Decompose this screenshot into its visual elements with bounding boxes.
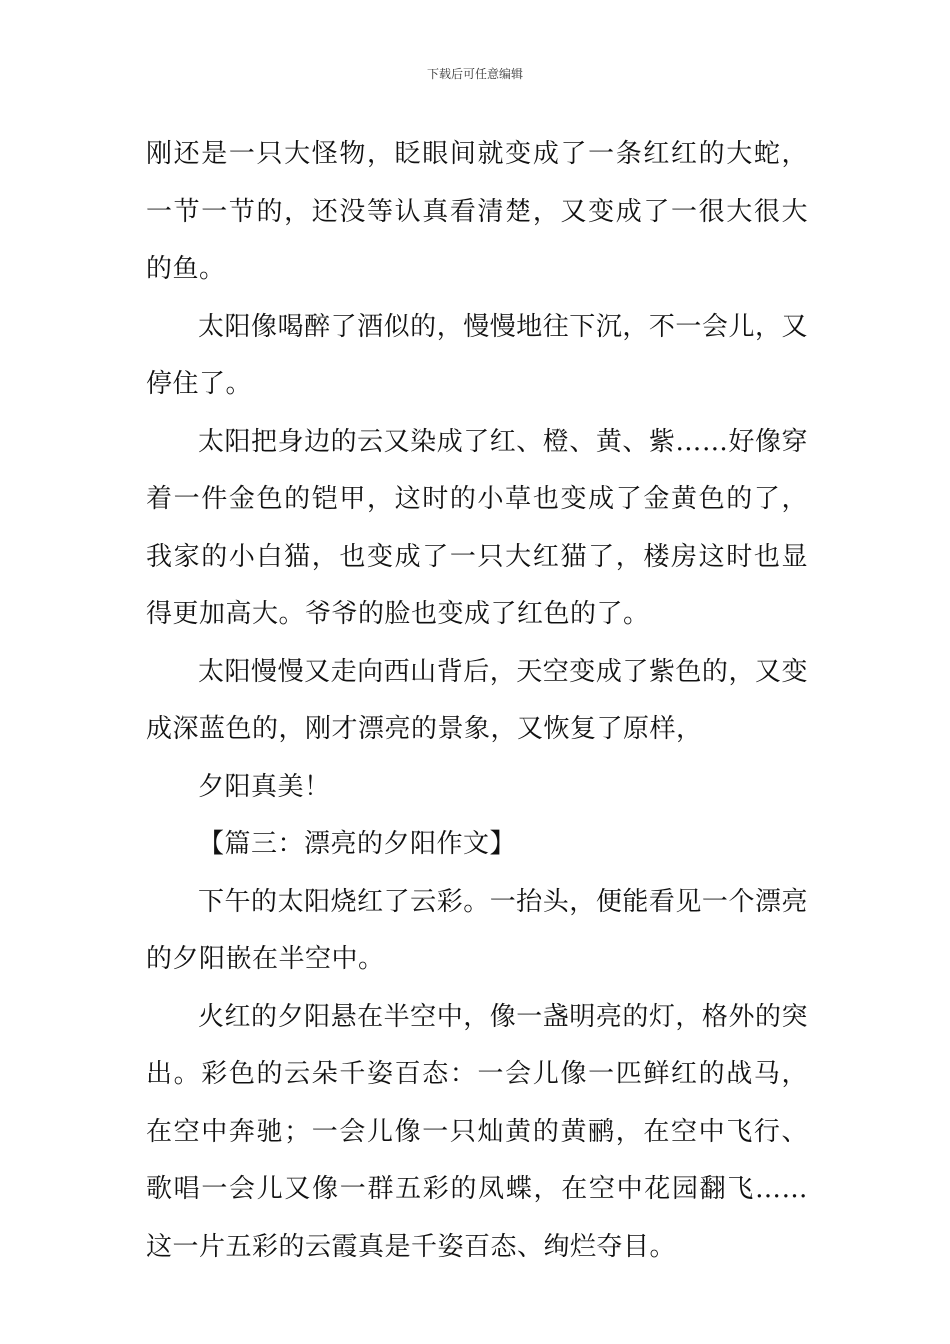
paragraph: 太阳像喝醉了酒似的，慢慢地往下沉，不一会儿，又停住了。: [146, 311, 808, 399]
paragraph: 下午的太阳烧红了云彩。一抬头，便能看见一个漂亮的夕阳嵌在半空中。: [146, 886, 808, 974]
paragraph: 太阳慢慢又走向西山背后，天空变成了紫色的，又变成深蓝色的，刚才漂亮的景象，又恢复了原样，: [146, 656, 808, 744]
paragraph-continuation: 刚还是一只大怪物，眨眼间就变成了一条红红的大蛇，一节一节的，还没等认真看清楚，又变成了一很大很大的鱼。: [146, 139, 808, 284]
document-body: [146, 126, 808, 1276]
paragraph: 火红的夕阳悬在半空中，像一盏明亮的灯，格外的突出。彩色的云朵千姿百态：一会儿像一匹鲜红的战马，在空中奔驰；一会儿像一只灿黄的黄鹂，在空中飞行、歌唱一会儿又像一群五彩的凤蝶，在空中花园翻飞……这一片五彩的云霞真是千姿百态、绚烂夺目。: [146, 1001, 808, 1262]
page-header-note: 下载后可任意编辑: [426, 67, 523, 81]
paragraph: 夕阳真美！: [198, 771, 331, 802]
section-heading: 【篇三：漂亮的夕阳作文】: [198, 829, 517, 859]
paragraph: 太阳把身边的云又染成了红、橙、黄、紫……好像穿着一件金色的铠甲，这时的小草也变成了金黄色的了，我家的小白猫，也变成了一只大红猫了，楼房这时也显得更加高大。爷爷的脸也变成了红色的了。: [146, 426, 808, 629]
